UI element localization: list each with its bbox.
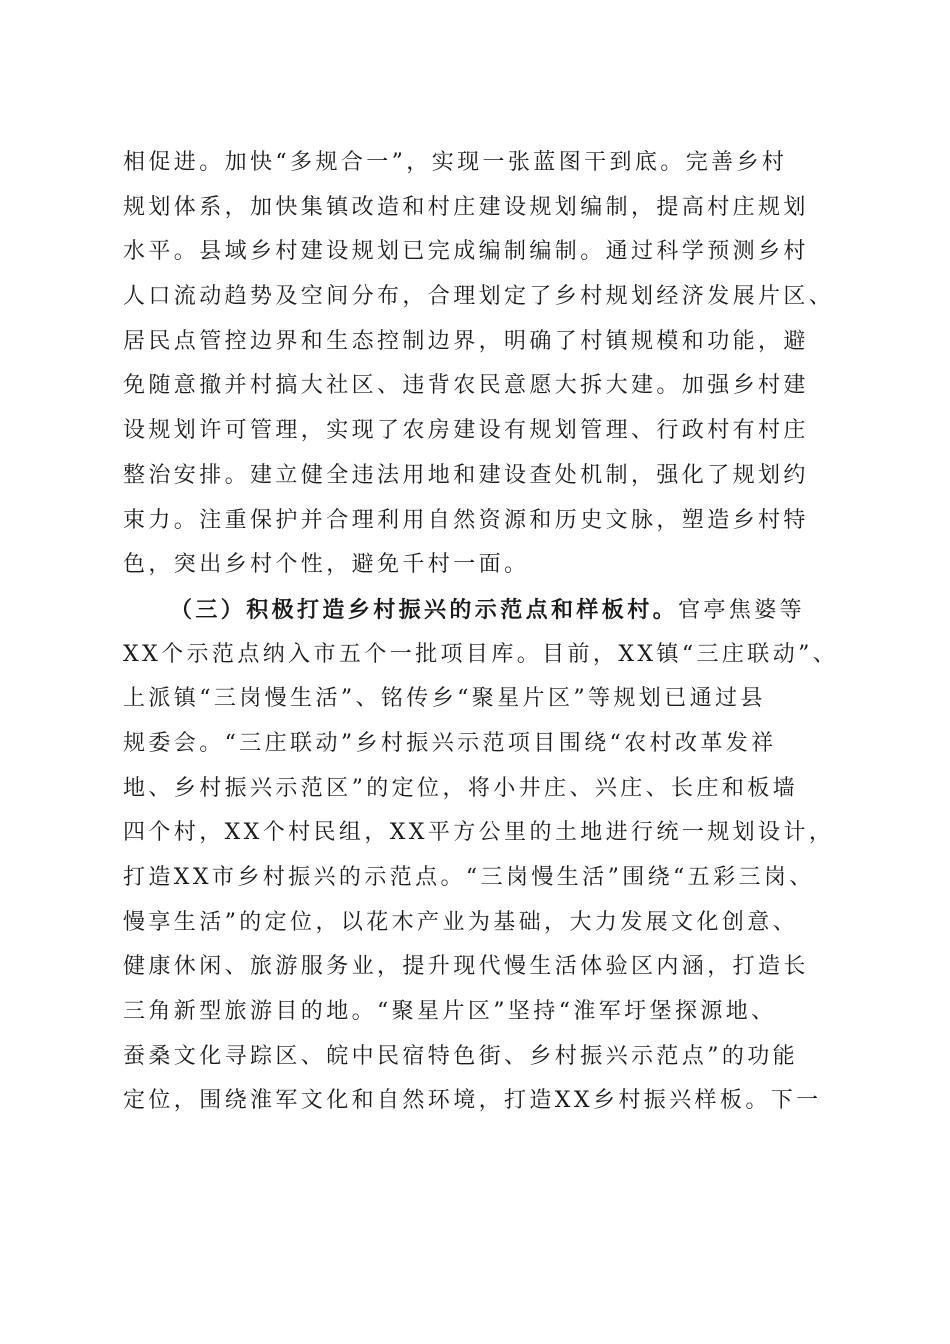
text-line: 健康休闲、旅游服务业，提升现代慢生活体验区内涵，打造长 <box>123 954 809 980</box>
text-line: 人口流动趋势及空间分布，合理划定了乡村规划经济发展片区、 <box>123 284 835 310</box>
text-line: 定位，围绕淮军文化和自然环境，打造XX乡村振兴样板。下一 <box>123 1088 822 1114</box>
text-line: 三角新型旅游目的地。“聚星片区”坚持“淮军圩堡探源地、 <box>123 999 777 1025</box>
text-line: 色，突出乡村个性，避免千村一面。 <box>123 552 530 578</box>
text-line: 设规划许可管理，实现了农房建设有规划管理、行政村有村庄 <box>123 418 809 444</box>
section-heading: （三）积极打造乡村振兴的示范点和样板村。 <box>170 596 679 623</box>
text-line: 打造XX市乡村振兴的示范点。“三岗慢生活”围绕“五彩三岗、 <box>123 865 815 890</box>
paragraph-first-line <box>123 588 823 633</box>
text-line: XX个示范点纳入市五个一批项目库。目前，XX镇“三庄联动”、 <box>123 641 839 667</box>
text-line: 四个村，XX个村民组，XX平方公里的土地进行统一规划设计， <box>123 820 835 846</box>
text-line: 相促进。加快“多规合一”，实现一张蓝图干到底。完善乡村 <box>123 150 788 175</box>
text-line: 蚕桑文化寻踪区、皖中民宿特色街、乡村振兴示范点”的功能 <box>123 1043 799 1069</box>
paragraph-demonstration-villages <box>123 588 839 1124</box>
text-line: 整治安排。建立健全违法用地和建设查处机制，强化了规划约 <box>123 462 809 488</box>
text-line: 水平。县域乡村建设规划已完成编制编制。通过科学预测乡村 <box>123 239 809 265</box>
paragraph-planning <box>123 141 835 588</box>
text-line: 慢享生活”的定位，以花木产业为基础，大力发展文化创意、 <box>123 909 799 935</box>
text-line: 居民点管控边界和生态控制边界，明确了村镇规模和功能，避 <box>123 328 809 354</box>
text-line: 规委会。“三庄联动”乡村振兴示范项目围绕“农村改革发祥 <box>123 730 777 756</box>
text-line: 上派镇“三岗慢生活”、铭传乡“聚星片区”等规划已通过县 <box>123 686 766 712</box>
text-line: 免随意撤并村搞大社区、违背农民意愿大拆大建。加强乡村建 <box>123 373 809 399</box>
heading-trailing-text: 官亭焦婆等 <box>678 597 806 623</box>
document-body <box>123 141 839 1124</box>
text-line: 地、乡村振兴示范区”的定位，将小井庄、兴庄、长庄和板墙 <box>123 775 799 801</box>
text-line: 规划体系，加快集镇改造和村庄建设规划编制，提高村庄规划 <box>123 194 809 220</box>
text-line: 束力。注重保护并合理利用自然资源和历史文脉，塑造乡村特 <box>123 507 809 533</box>
